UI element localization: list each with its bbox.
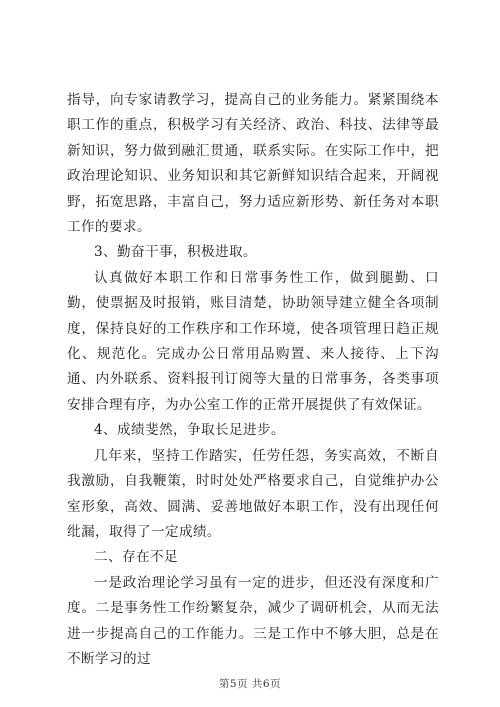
paragraph-study: 指导，向专家请教学习，提高自己的业务能力。紧紧围绕本职工作的重点，积极学习有关经济、政治、科技、法律等最新知识，努力做到融汇贯通，联系实际。在实际工作中，把政治理论知识、业务知识和其它新鲜知识结合起来，开阔视野，拓宽思路，丰富自己，努力适应新形势、新任务对本职工作的要求。 xyxy=(67,92,439,236)
section-heading-shortcomings: 二、存在不足 xyxy=(94,549,178,566)
paragraph-shortcomings: 一是政治理论学习虽有一定的进步，但还没有深度和广度。二是事务性工作纷繁复杂，减少了调研机会，从而无法进一步提高自己的工作能力。三是工作中不够大胆，总是在不断学习的过 xyxy=(67,574,439,667)
paragraph-achievements: 几年来，坚持工作踏实，任劳任怨，务实高效，不断自我激励，自我鞭策，时时处处严格要求自己，自觉维护办公室形象，高效、圆满、妥善地做好本职工作，没有出现任何纰漏，取得了一定成绩。 xyxy=(67,447,439,540)
page-number-footer: 第5页 共6页 xyxy=(218,678,282,690)
section-heading-achievements: 4、成绩斐然，争取长足进步。 xyxy=(94,422,285,439)
paragraph-daily-work: 认真做好本职工作和日常事务性工作，做到腿勤、口勤，使票据及时报销，账目清楚，协助领导建立健全各项制度，保持良好的工作秩序和工作环境，使各项管理日趋正规化、规范化。完成办公日常用品购置、来人接待、上下沟通、内外联系、资料报刊订阅等大量的日常事务，各类事项安排合理有序，为办公室工作的正常开展提供了有效保证。 xyxy=(67,269,439,413)
document-body xyxy=(67,88,439,672)
section-heading-diligence: 3、勤奋干事，积极进取。 xyxy=(94,244,257,261)
